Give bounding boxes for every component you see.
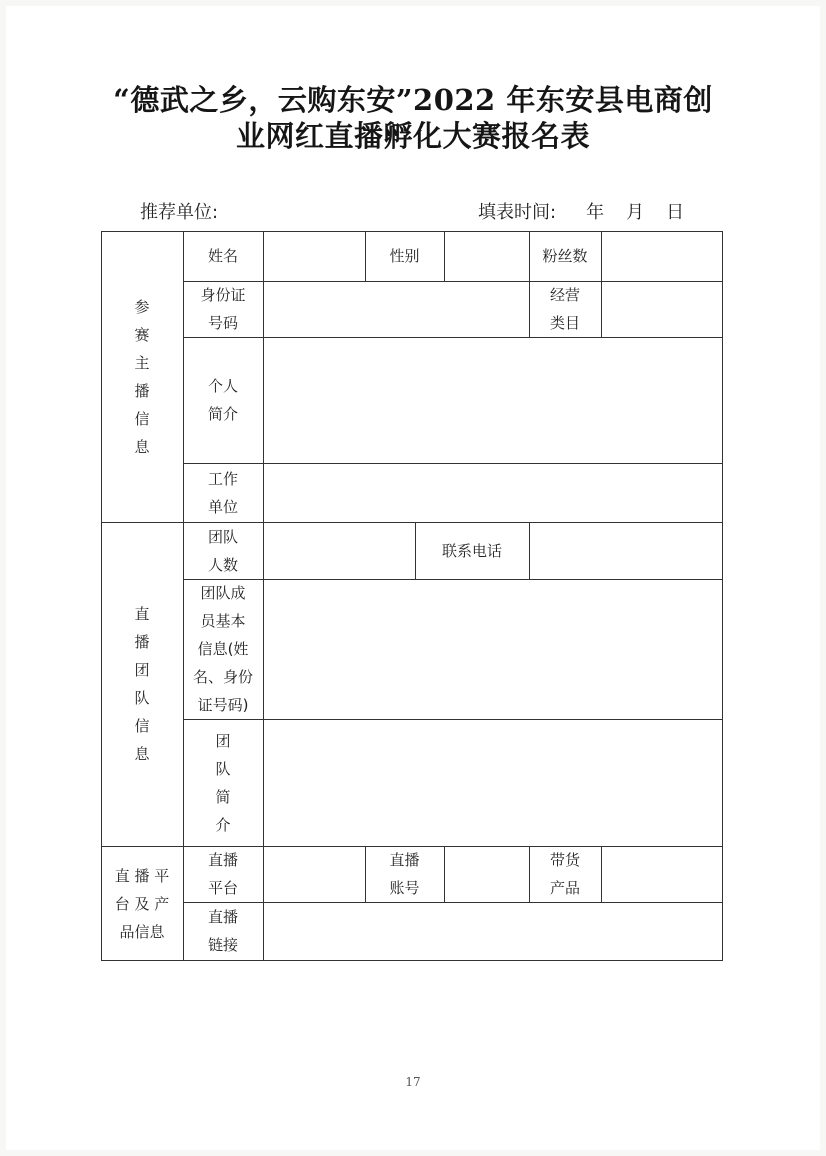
label-live-link: 直播 链接 — [207, 908, 238, 954]
input-category[interactable] — [601, 281, 722, 337]
label-id-number: 身份证 号码 — [200, 286, 246, 332]
label-name: 姓名 — [207, 247, 238, 265]
section-team-info: 直 播 团 队 信 息 — [134, 605, 150, 763]
label-platform: 直播 平台 — [207, 851, 238, 897]
input-id-number[interactable] — [263, 281, 529, 337]
input-team-intro[interactable] — [263, 719, 722, 846]
input-work-unit[interactable] — [263, 463, 722, 522]
form-title-line-1: “德武之乡，云购东安”2022 年东安县电商创 — [113, 83, 713, 117]
label-fans: 粉丝数 — [542, 247, 588, 265]
label-category: 经营 类目 — [549, 286, 580, 332]
input-live-link[interactable] — [263, 902, 722, 960]
table-border-right — [722, 231, 723, 961]
input-team-members[interactable] — [263, 579, 722, 719]
input-platform[interactable] — [263, 846, 365, 902]
recommend-unit-label: 推荐单位: — [140, 202, 219, 223]
registration-table — [101, 231, 723, 961]
input-team-count[interactable] — [263, 522, 415, 579]
label-team-members: 团队成 员基本 信息(姓 名、身份 证号码) — [192, 584, 253, 714]
label-account: 直播 账号 — [389, 851, 420, 897]
label-product: 带货 产品 — [549, 851, 580, 897]
fill-time-row — [478, 198, 684, 224]
input-gender[interactable] — [444, 231, 529, 281]
input-name[interactable] — [263, 231, 365, 281]
input-fans[interactable] — [601, 231, 722, 281]
input-account[interactable] — [444, 846, 529, 902]
page-number: 17 — [405, 1075, 421, 1089]
input-phone[interactable] — [529, 522, 722, 579]
label-gender: 性别 — [389, 247, 420, 265]
year-label: 年 — [586, 202, 605, 223]
label-team-intro: 团 队 简 介 — [215, 731, 231, 834]
section-anchor-info: 参 赛 主 播 信 息 — [134, 297, 150, 456]
label-phone: 联系电话 — [441, 541, 502, 560]
section-platform-info: 直 播 平 台 及 产 品信息 — [114, 866, 170, 941]
table-border-bottom — [101, 960, 723, 961]
input-product[interactable] — [601, 846, 722, 902]
form-title-line-2: 业网红直播孵化大赛报名表 — [235, 119, 590, 153]
day-label: 日 — [666, 202, 685, 223]
month-label: 月 — [626, 202, 645, 223]
label-work-unit: 工作 单位 — [207, 469, 238, 516]
fill-time-label: 填表时间: — [478, 202, 557, 223]
input-personal-intro[interactable] — [263, 337, 722, 463]
label-team-count: 团队 人数 — [207, 527, 238, 574]
label-personal-intro: 个人 简介 — [207, 377, 238, 423]
